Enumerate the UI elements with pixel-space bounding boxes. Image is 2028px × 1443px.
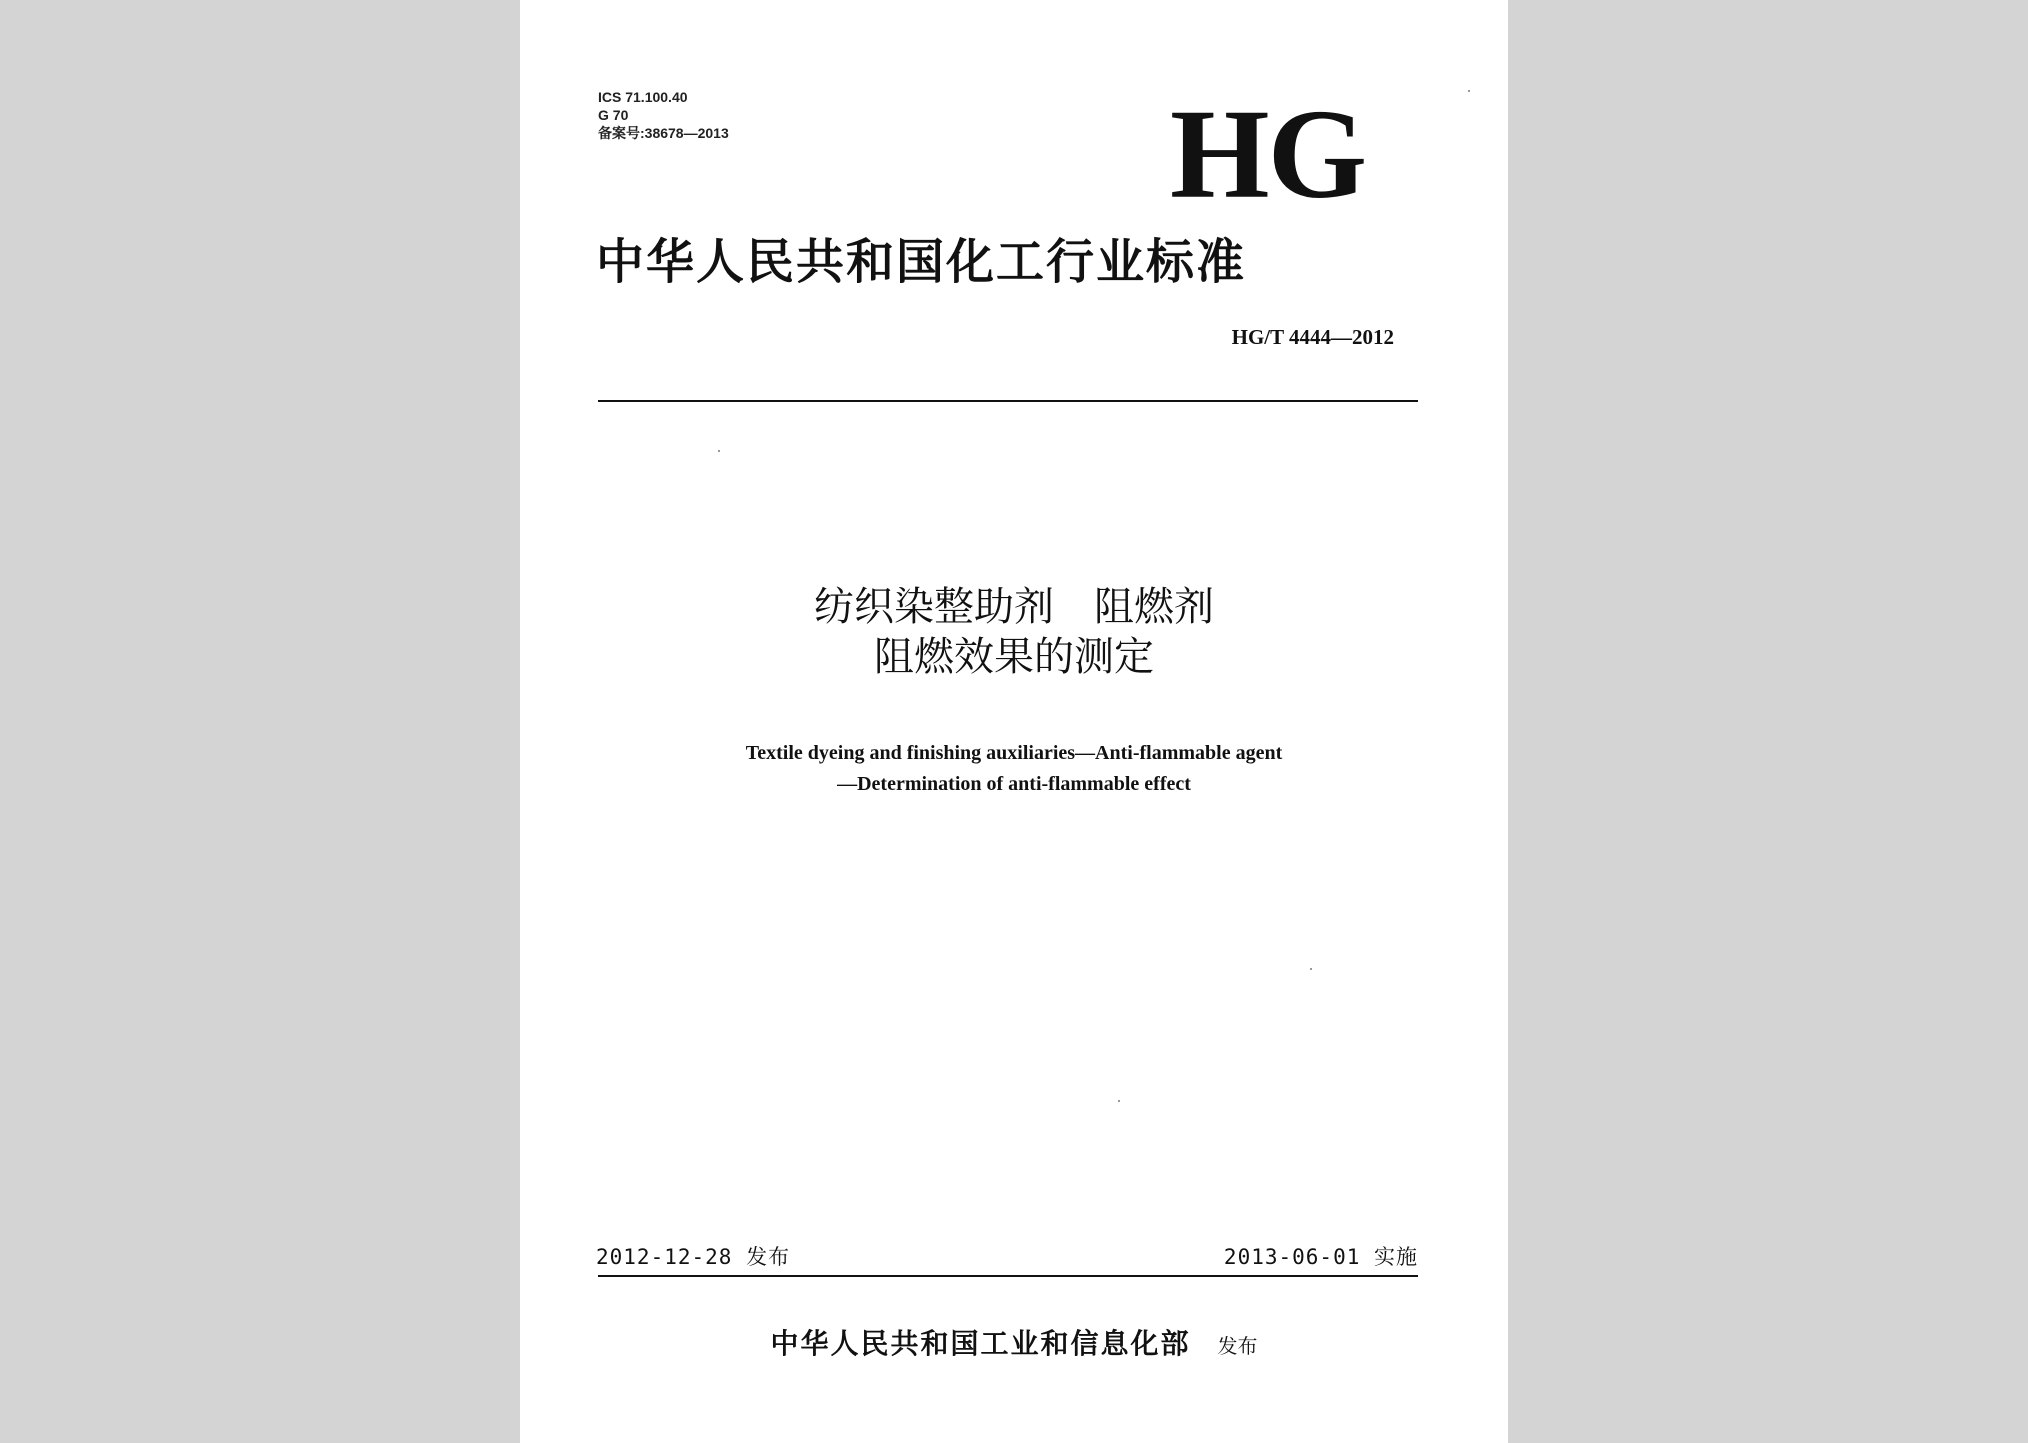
scan-speck	[718, 450, 720, 452]
english-title-line-1: Textile dyeing and finishing auxiliaries—Anti-flammable agent	[745, 742, 1283, 764]
standard-number: HG/T 4444—2012	[1231, 325, 1394, 349]
issue-date: 2012-12-28 发布	[596, 1245, 791, 1269]
document-page	[520, 0, 1508, 1443]
record-number: 备案号:38678—2013	[598, 125, 729, 141]
scan-speck	[1468, 90, 1470, 92]
publisher-action: 发布	[1217, 1334, 1258, 1358]
implementation-date: 2013-06-01 实施	[1223, 1245, 1418, 1269]
english-title	[520, 738, 1508, 800]
english-title-line-2: —Determination of anti-flammable effect	[837, 773, 1191, 795]
class-code: G 70	[598, 107, 629, 123]
ics-code: ICS 71.100.40	[598, 89, 688, 105]
publisher-line	[520, 1322, 1508, 1362]
scan-speck	[1118, 1100, 1120, 1102]
hg-logo: HG	[1170, 83, 1366, 225]
standard-title: 中华人民共和国化工行业标准	[596, 234, 1247, 290]
bottom-divider	[598, 1275, 1418, 1277]
classification-block	[598, 88, 729, 142]
scan-speck	[1310, 968, 1312, 970]
top-divider	[598, 400, 1418, 402]
publisher-name: 中华人民共和国工业和信息化部	[770, 1327, 1191, 1360]
chinese-title	[520, 582, 1508, 682]
chinese-title-line-2: 阻燃效果的测定	[874, 634, 1154, 680]
chinese-title-line-1: 纺织染整助剂 阻燃剂	[814, 584, 1214, 630]
